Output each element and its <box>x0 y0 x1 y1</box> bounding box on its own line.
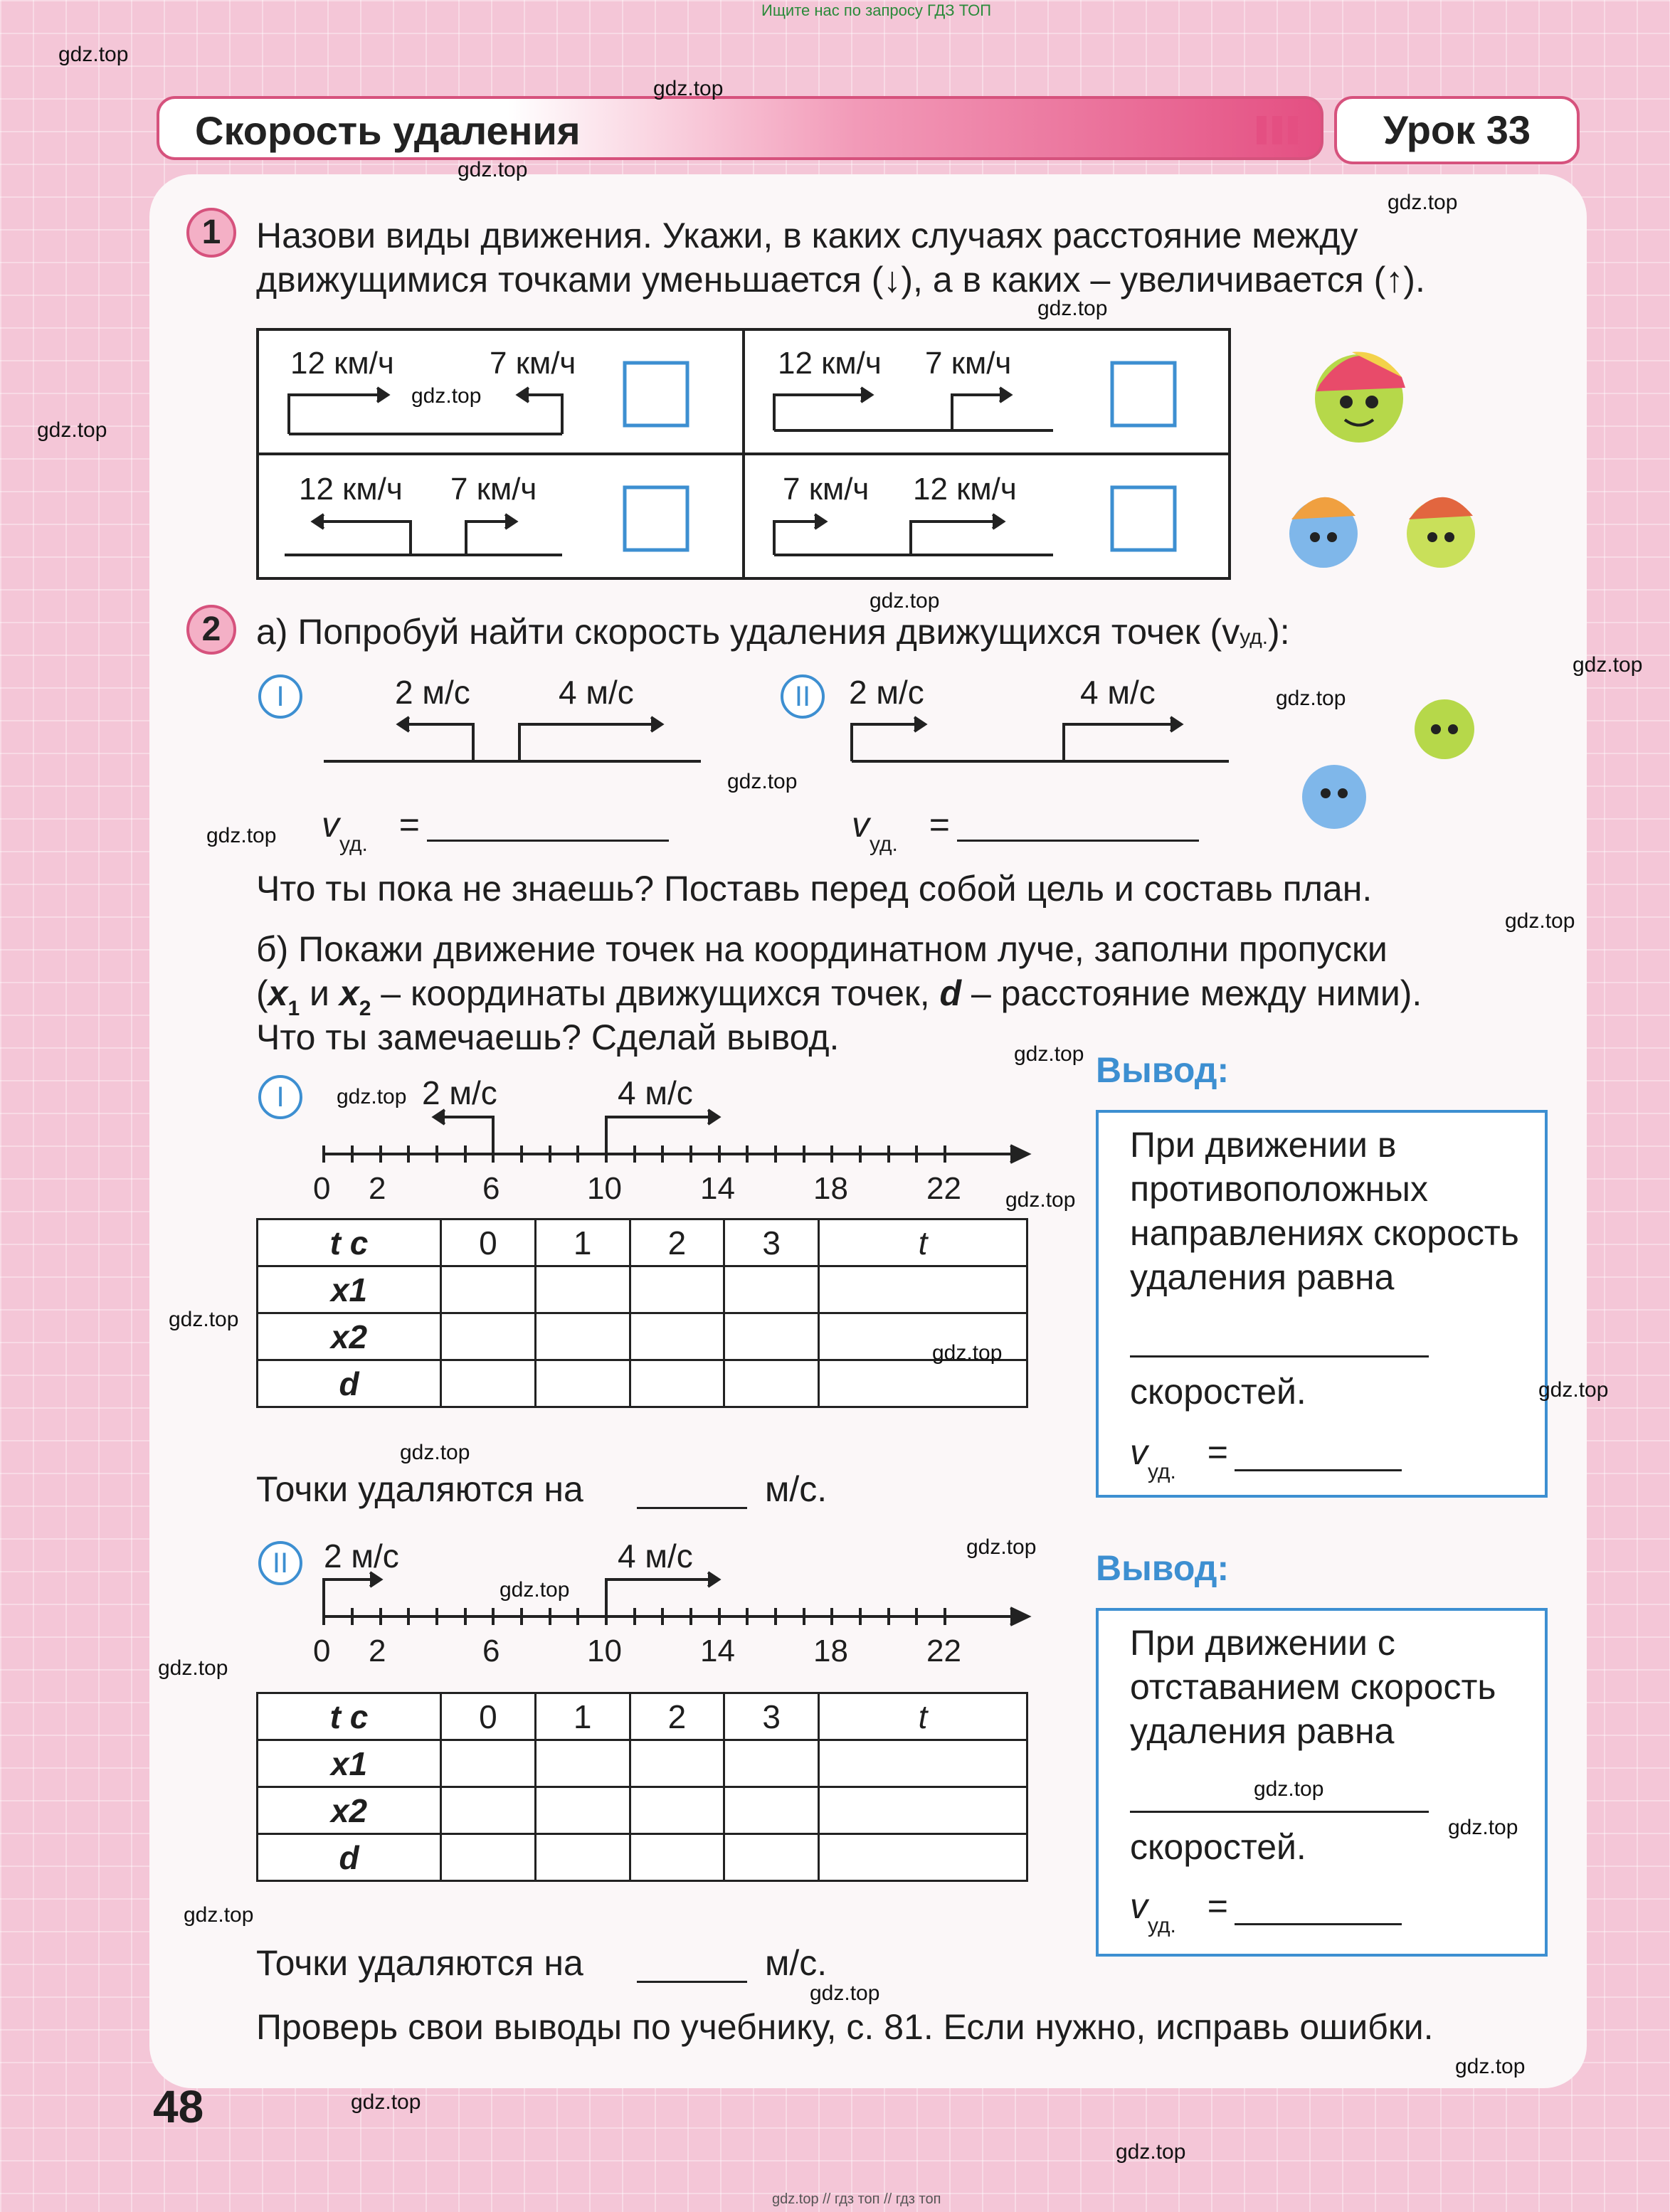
task1-number: 1 <box>186 208 236 258</box>
watermark: gdz.top <box>411 384 482 408</box>
table-cell[interactable] <box>535 1740 630 1787</box>
conclusion2-l3: удаления равна <box>1130 1711 1395 1751</box>
cell3-speed-left: 12 км/ч <box>299 472 403 507</box>
block2-speed-left: 2 м/с <box>324 1538 399 1575</box>
block2-table <box>256 1692 1028 1882</box>
watermark: gdz.top <box>870 589 940 613</box>
conclusion1-l4: удаления равна <box>1130 1257 1395 1297</box>
conclusion1-velocity-blank[interactable] <box>1235 1469 1402 1471</box>
ray1-tick-0: 0 <box>313 1171 331 1206</box>
watermark: gdz.top <box>1388 191 1458 214</box>
table-cell[interactable] <box>630 1787 724 1834</box>
b-end: – расстояние между ними). <box>961 973 1422 1013</box>
block2-removing-blank[interactable] <box>637 1981 747 1983</box>
x1-sub: 1 <box>287 997 300 1020</box>
block2-roman: II <box>258 1541 302 1585</box>
bottom-watermark: gdz.top // гдз топ // гдз топ <box>772 2191 941 2207</box>
watermark: gdz.top <box>184 1903 254 1927</box>
page-number: 48 <box>153 2081 204 2132</box>
equals-sign: = <box>1207 1432 1228 1472</box>
cell1-speed-right: 7 км/ч <box>490 346 576 381</box>
watermark: gdz.top <box>1116 2140 1186 2164</box>
watermark: gdz.top <box>727 770 798 793</box>
conclusion1-title: Вывод: <box>1096 1050 1230 1090</box>
row-label-x1: x1 <box>258 1266 441 1313</box>
x2-sub: 2 <box>359 997 371 1020</box>
table-row <box>258 1834 1027 1881</box>
task2b-line1: б) Покажи движение точек на координатном луче, заполни пропуски <box>256 929 1388 969</box>
table-cell[interactable] <box>535 1834 630 1881</box>
v-symbol: v <box>852 805 870 845</box>
watermark: gdz.top <box>58 43 129 66</box>
cell3-speed-right: 7 км/ч <box>450 472 537 507</box>
check-instruction: Проверь свои выводы по учебнику, с. 81. Если нужно, исправь ошибки. <box>256 2007 1434 2047</box>
conclusion2-blank[interactable] <box>1130 1811 1429 1813</box>
table-cell[interactable] <box>724 1834 819 1881</box>
cell1-speed-left: 12 км/ч <box>290 346 394 381</box>
case1-speed-left: 2 м/с <box>395 674 470 711</box>
ray1-tick-14: 14 <box>700 1171 735 1206</box>
watermark: gdz.top <box>1538 1378 1609 1402</box>
table-header-t-var: t <box>819 1693 1027 1740</box>
conclusion1-l2: противоположных <box>1130 1169 1428 1209</box>
lesson-label: Урок 33 <box>1334 96 1580 164</box>
row-label-x2: x2 <box>258 1313 441 1360</box>
table-row <box>258 1787 1027 1834</box>
conclusion2-title: Вывод: <box>1096 1548 1230 1588</box>
page-title: Скорость удаления <box>195 108 581 153</box>
equals-sign: = <box>1207 1886 1228 1926</box>
equals-sign: = <box>929 805 950 845</box>
watermark: gdz.top <box>1254 1777 1324 1801</box>
table-cell[interactable] <box>441 1740 536 1787</box>
watermark: gdz.top <box>1037 297 1108 320</box>
task2a-main: а) Попробуй найти скорость удаления движущихся точек (v <box>256 612 1240 652</box>
conclusion2-l2: отставанием скорость <box>1130 1667 1496 1707</box>
case2-speed-right: 4 м/с <box>1080 674 1156 711</box>
task2a-end: ): <box>1268 612 1290 652</box>
ray2-tick-2: 2 <box>369 1634 386 1668</box>
block1-speed-right: 4 м/с <box>618 1074 693 1111</box>
watermark: gdz.top <box>337 1085 407 1108</box>
task1-line2: движущимися точками уменьшается (↓), а в каких – увеличивается (↑). <box>256 260 1425 300</box>
table-header-t: t с <box>258 1693 441 1740</box>
row-label-d: d <box>258 1834 441 1881</box>
table-header-2: 2 <box>630 1693 724 1740</box>
and-word: и <box>300 973 339 1013</box>
watermark: gdz.top <box>169 1308 239 1331</box>
table-header-1: 1 <box>535 1219 630 1266</box>
x1-symbol: x <box>268 973 288 1013</box>
conclusion1-l5: скоростей. <box>1130 1372 1306 1412</box>
watermark: gdz.top <box>1505 909 1575 933</box>
table-header-1: 1 <box>535 1693 630 1740</box>
table-cell[interactable] <box>819 1834 1027 1881</box>
table-header-2: 2 <box>630 1219 724 1266</box>
watermark: gdz.top <box>458 158 528 181</box>
top-watermark: Ищите нас по запросу ГДЗ ТОП <box>761 1 992 19</box>
b-mid: – координаты движущихся точек, <box>371 973 940 1013</box>
d-symbol: d <box>939 973 962 1013</box>
table-cell[interactable] <box>819 1740 1027 1787</box>
row-label-x1: x1 <box>258 1740 441 1787</box>
v-sub: уд. <box>1148 1460 1176 1483</box>
ray2-tick-0: 0 <box>313 1634 331 1668</box>
ray1-tick-10: 10 <box>587 1171 622 1206</box>
conclusion1-velocity <box>1130 1430 1228 1483</box>
v-symbol: v <box>322 805 339 845</box>
v-sub: уд. <box>339 832 368 856</box>
task2-number: 2 <box>186 605 236 655</box>
watermark: gdz.top <box>400 1441 470 1464</box>
conclusion2-velocity <box>1130 1884 1228 1937</box>
block2-speed-right: 4 м/с <box>618 1538 693 1575</box>
v-symbol: v <box>1130 1886 1148 1926</box>
table-cell[interactable] <box>724 1740 819 1787</box>
watermark: gdz.top <box>1573 653 1643 677</box>
cell2-speed-left: 12 км/ч <box>778 346 882 381</box>
watermark: gdz.top <box>932 1341 1003 1365</box>
case2-roman: II <box>781 674 825 719</box>
watermark: gdz.top <box>1276 687 1346 710</box>
table-header-3: 3 <box>724 1219 819 1266</box>
equals-sign: = <box>398 805 420 845</box>
table-cell[interactable] <box>441 1787 536 1834</box>
paren: ( <box>256 973 268 1013</box>
table-row <box>258 1693 1027 1740</box>
watermark: gdz.top <box>158 1656 228 1680</box>
watermark: gdz.top <box>810 1981 880 2005</box>
v-sub: уд. <box>1148 1914 1176 1937</box>
watermark: gdz.top <box>966 1535 1037 1559</box>
task2a-sub: уд. <box>1240 625 1269 649</box>
table-header-t-var: t <box>819 1219 1027 1266</box>
watermark: gdz.top <box>1014 1042 1084 1066</box>
task2-goal: Что ты пока не знаешь? Поставь перед собой цель и составь план. <box>256 869 1373 909</box>
table-header-0: 0 <box>441 1219 536 1266</box>
ray2-tick-22: 22 <box>926 1634 961 1668</box>
table-cell[interactable] <box>535 1787 630 1834</box>
case1-roman: I <box>258 674 302 719</box>
watermark: gdz.top <box>653 77 724 100</box>
task2b-line3: Что ты замечаешь? Сделай вывод. <box>256 1017 840 1057</box>
ray2-tick-6: 6 <box>482 1634 500 1668</box>
table-header-0: 0 <box>441 1693 536 1740</box>
conclusion2-l1: При движении с <box>1130 1623 1395 1663</box>
row-label-x2: x2 <box>258 1787 441 1834</box>
watermark: gdz.top <box>37 418 107 442</box>
table-header-t: t с <box>258 1219 441 1266</box>
table-header-3: 3 <box>724 1693 819 1740</box>
ray2-tick-10: 10 <box>587 1634 622 1668</box>
conclusion1-l3: направлениях скорость <box>1130 1213 1519 1253</box>
v-sub: уд. <box>870 832 898 856</box>
watermark: gdz.top <box>351 2090 421 2114</box>
block1-roman: I <box>258 1075 302 1119</box>
row-label-d: d <box>258 1360 441 1407</box>
ray2-tick-18: 18 <box>813 1634 848 1668</box>
table-cell[interactable] <box>630 1740 724 1787</box>
conclusion2-l5: скоростей. <box>1130 1827 1306 1867</box>
ray1-tick-6: 6 <box>482 1171 500 1206</box>
table-cell[interactable] <box>819 1787 1027 1834</box>
watermark: gdz.top <box>500 1578 570 1602</box>
ray1-tick-2: 2 <box>369 1171 386 1206</box>
watermark: gdz.top <box>1448 1816 1518 1839</box>
v-symbol: v <box>1130 1432 1148 1472</box>
table-row <box>258 1740 1027 1787</box>
ray1-tick-18: 18 <box>813 1171 848 1206</box>
case1-speed-right: 4 м/с <box>559 674 634 711</box>
table-cell[interactable] <box>630 1834 724 1881</box>
ray2-tick-14: 14 <box>700 1634 735 1668</box>
block1-removing-post: м/с. <box>765 1469 828 1509</box>
table-cell[interactable] <box>441 1834 536 1881</box>
cell4-speed-left: 7 км/ч <box>783 472 870 507</box>
table-cell[interactable] <box>724 1787 819 1834</box>
x2-symbol: x <box>339 973 359 1013</box>
task1-line1: Назови виды движения. Укажи, в каких случаях расстояние между <box>256 216 1358 255</box>
conclusion2-velocity-blank[interactable] <box>1235 1923 1402 1925</box>
cell2-speed-right: 7 км/ч <box>925 346 1012 381</box>
block1-removing-pre: Точки удаляются на <box>256 1469 583 1509</box>
ray1-tick-22: 22 <box>926 1171 961 1206</box>
watermark: gdz.top <box>206 824 277 847</box>
watermark: gdz.top <box>1455 2055 1526 2078</box>
case2-speed-left: 2 м/с <box>849 674 924 711</box>
block1-speed-left: 2 м/с <box>422 1074 497 1111</box>
cell4-speed-right: 12 км/ч <box>913 472 1017 507</box>
conclusion1-blank[interactable] <box>1130 1355 1429 1358</box>
conclusion1-l1: При движении в <box>1130 1125 1397 1165</box>
block2-removing-pre: Точки удаляются на <box>256 1943 583 1983</box>
watermark: gdz.top <box>1005 1188 1076 1212</box>
block2-removing-post: м/с. <box>765 1943 828 1983</box>
